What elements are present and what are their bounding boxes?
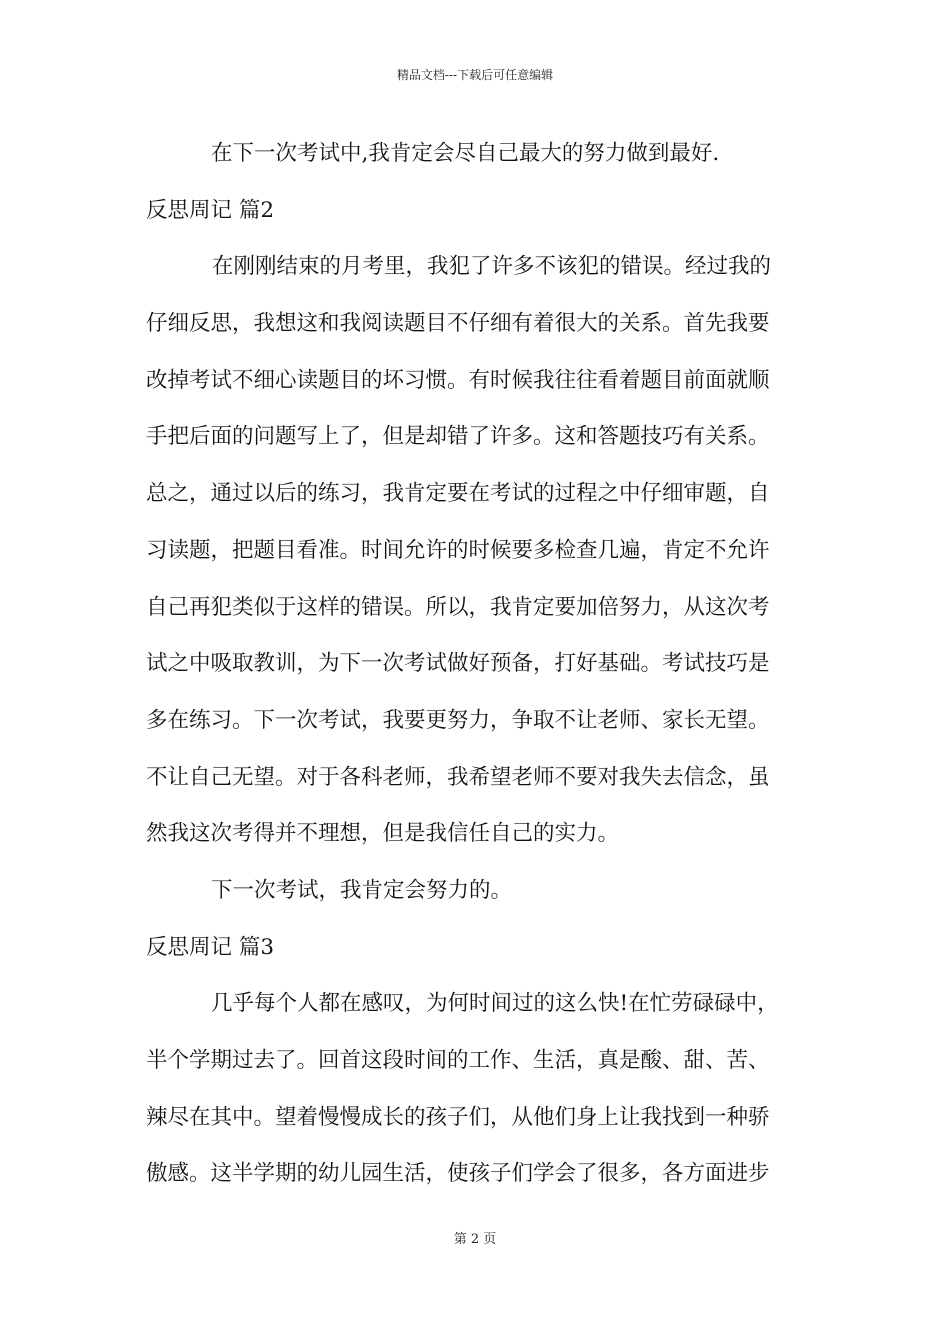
document-body: [146, 126, 811, 1203]
paragraph-line: 然我这次考得并不理想，但是我信任自己的实力。: [146, 821, 620, 847]
page-header: 精品文档---下载后可任意编辑: [396, 68, 554, 82]
paragraph-line: 手把后面的问题写上了，但是却错了许多。这和答题技巧有关系。: [146, 424, 770, 450]
paragraph-line: 半个学期过去了。回首这段时间的工作、生活，真是酸、甜、苦、: [146, 1048, 770, 1073]
paragraph-line: 试之中吸取教训，为下一次考试做好预备，打好基础。考试技巧是: [146, 651, 770, 677]
paragraph-line: 不让自己无望。对于各科老师，我希望老师不要对我失去信念，虽: [146, 764, 770, 790]
paragraph-line: 改掉考试不细心读题目的坏习惯。有时候我往往看着题目前面就顺: [146, 367, 770, 393]
section-heading: 反思周记 篇3: [146, 934, 275, 960]
paragraph-line: 在刚刚结束的月考里，我犯了许多不该犯的错误。经过我的: [212, 254, 772, 280]
paragraph-line: 习读题，把题目看准。时间允许的时候要多检查几遍，肯定不允许: [146, 537, 770, 563]
page-number: 第 2 页: [453, 1232, 497, 1247]
paragraph-line: 在下一次考试中,我肯定会尽自己最大的努力做到最好.: [211, 141, 720, 166]
paragraph-line: 仔细反思，我想这和我阅读题目不仔细有着很大的关系。首先我要: [146, 311, 770, 337]
paragraph-line: 傲感。这半学期的幼儿园生活，使孩子们学会了很多，各方面进步: [146, 1161, 770, 1187]
section-heading: 反思周记 篇2: [146, 197, 275, 223]
paragraph-line: 总之，通过以后的练习，我肯定要在考试的过程之中仔细审题，自: [146, 481, 770, 507]
paragraph-line: 几乎每个人都在感叹，为何时间过的这么快!在忙劳碌碌中，: [211, 991, 779, 1017]
paragraph-line: 自己再犯类似于这样的错误。所以，我肯定要加倍努力，从这次考: [146, 594, 770, 620]
paragraph-line: 下一次考试，我肯定会努力的。: [211, 877, 513, 903]
paragraph-line: 多在练习。下一次考试，我要更努力，争取不让老师、家长无望。: [146, 707, 770, 733]
paragraph-line: 辣尽在其中。望着慢慢成长的孩子们，从他们身上让我找到一种骄: [146, 1104, 770, 1130]
